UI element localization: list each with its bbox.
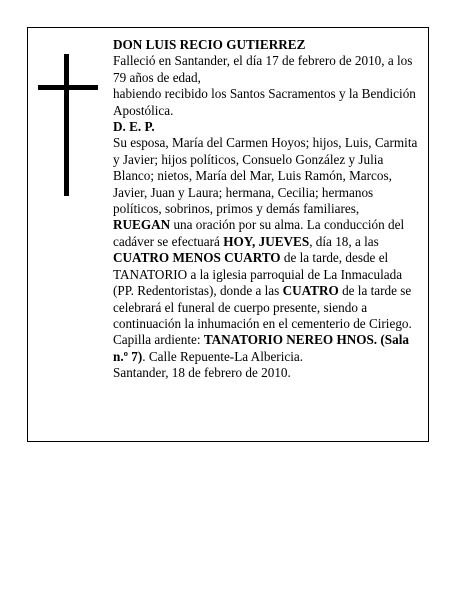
- day-text: , día 18, a las: [309, 233, 379, 249]
- dep-heading: D. E. P.: [113, 119, 155, 135]
- obituary-text: [113, 37, 419, 382]
- funeral-text: de la tarde se celebrará el funeral de cuerpo presente, siendo a continuación la inhumación en el cementerio de Ciriego.: [113, 283, 412, 331]
- tanatorio-text: de la tarde, desde el TANATORIO a la iglesia parroquial de La Inmaculada (PP. Redentoristas), donde a las: [113, 250, 403, 299]
- cross-horizontal-bar: [38, 85, 98, 90]
- hoy-jueves: HOY, JUEVES: [223, 233, 310, 249]
- chapel-name: TANATORIO NEREO HNOS. (Sala n.º 7): [113, 332, 409, 364]
- deceased-name: DON LUIS RECIO GUTIERREZ: [113, 37, 306, 52]
- ruegan-word: RUEGAN: [113, 217, 171, 233]
- death-announcement: Falleció en Santander, el día 17 de febrero de 2010, a los 79 años de edad,: [113, 53, 413, 85]
- chapel-address: . Calle Repuente-La Albericia.: [142, 348, 304, 364]
- funeral-details: [113, 217, 419, 332]
- family-list: Su esposa, María del Carmen Hoyos; hijos, Luis, Carmita y Javier; hijos políticos, Consuelo González y Julia Blanco; nietos, María del Mar, Luis Ramón, Marcos, Javier, Juan y Laura; hermana, Cecilia; hermanos políticos, sobrinos, primos y demás familiares,: [113, 135, 418, 217]
- date-line: Santander, 18 de febrero de 2010.: [113, 365, 291, 381]
- chapel-label: Capilla ardiente:: [113, 332, 204, 348]
- prayer-text: una oración por su alma. La conducción del cadáver se efectuará: [113, 217, 405, 249]
- chapel-line: [113, 332, 419, 365]
- funeral-hour: CUATRO: [282, 283, 339, 299]
- sacraments-line: habiendo recibido los Santos Sacramentos y la Bendición Apostólica.: [113, 86, 416, 118]
- departure-hour: CUATRO MENOS CUARTO: [113, 250, 281, 266]
- cross-icon: [38, 54, 98, 196]
- cross-vertical-bar: [64, 54, 69, 196]
